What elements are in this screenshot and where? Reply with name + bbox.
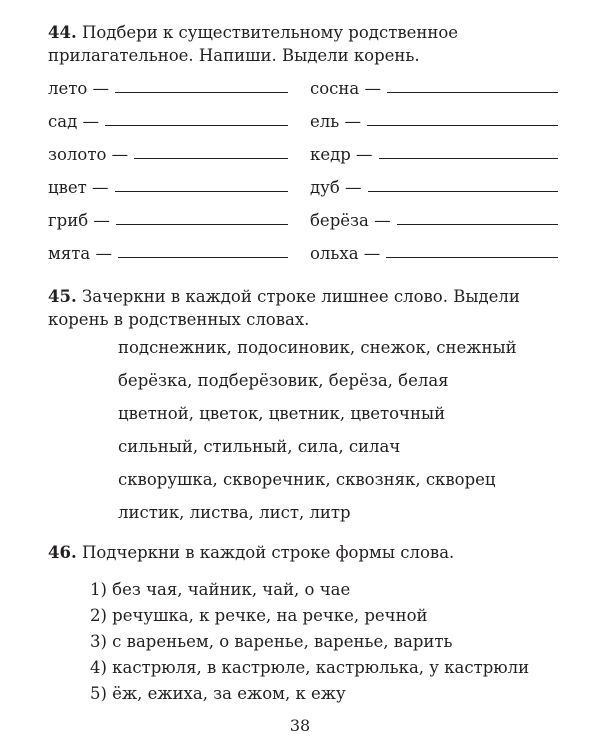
answer-line[interactable] <box>397 224 558 225</box>
task-46-heading <box>48 541 568 564</box>
answer-line[interactable] <box>115 92 288 93</box>
noun-word: кедр — <box>310 145 373 164</box>
answer-line[interactable] <box>387 92 558 93</box>
word-line[interactable]: берёзка, подберёзовик, берёза, белая <box>118 371 449 390</box>
task-44-heading <box>48 21 568 67</box>
noun-word: ель — <box>310 112 361 131</box>
answer-line[interactable] <box>386 257 558 258</box>
task-46-number: 46. <box>48 543 77 562</box>
task-45-number: 45. <box>48 287 77 306</box>
noun-word: золото — <box>48 145 129 164</box>
task-45-text: Зачеркни в каждой строке лишнее слово. Выдели корень в родственных словах. <box>48 287 520 329</box>
word-line[interactable]: цветной, цветок, цветник, цветочный <box>118 404 446 423</box>
task-45-heading <box>48 285 568 331</box>
task-44-text: Подбери к существительному родственное прилагательное. Напиши. Выдели корень. <box>48 23 459 65</box>
noun-word: гриб — <box>48 211 110 230</box>
noun-word: мята — <box>48 244 112 263</box>
noun-word: цвет — <box>48 178 109 197</box>
task-44-number: 44. <box>48 23 77 42</box>
answer-line[interactable] <box>118 257 288 258</box>
word-pair-row <box>48 206 558 230</box>
noun-word: сосна — <box>310 79 381 98</box>
word-line[interactable]: подснежник, подосиновик, снежок, снежный <box>118 338 517 357</box>
word-forms-line[interactable]: 2) речушка, к речке, на речке, речной <box>90 606 428 625</box>
noun-word: берёза — <box>310 211 391 230</box>
page-number: 38 <box>289 716 311 735</box>
word-line[interactable]: сильный, стильный, сила, силач <box>118 437 401 456</box>
word-pair-row <box>48 74 558 98</box>
answer-line[interactable] <box>105 125 288 126</box>
noun-word: дуб — <box>310 178 362 197</box>
word-pair-row <box>48 140 558 164</box>
noun-word: сад — <box>48 112 99 131</box>
answer-line[interactable] <box>116 224 288 225</box>
answer-line[interactable] <box>379 158 558 159</box>
noun-word: лето — <box>48 79 110 98</box>
word-pair-row <box>48 239 558 263</box>
word-pair-row <box>48 107 558 131</box>
word-forms-line[interactable]: 5) ёж, ежиха, за ежом, к ежу <box>90 684 346 703</box>
word-pair-row <box>48 173 558 197</box>
word-line[interactable]: листик, листва, лист, литр <box>118 503 351 522</box>
answer-line[interactable] <box>115 191 288 192</box>
noun-word: ольха — <box>310 244 381 263</box>
word-line[interactable]: скворушка, скворечник, сквозняк, скворец <box>118 470 496 489</box>
word-forms-line[interactable]: 1) без чая, чайник, чай, о чае <box>90 580 351 599</box>
task-46-text: Подчеркни в каждой строке формы слова. <box>81 543 455 562</box>
answer-line[interactable] <box>368 191 558 192</box>
word-forms-line[interactable]: 3) с вареньем, о варенье, варенье, варить <box>90 632 453 651</box>
word-forms-line[interactable]: 4) кастрюля, в кастрюле, кастрюлька, у кастрюли <box>90 658 530 677</box>
answer-line[interactable] <box>134 158 288 159</box>
answer-line[interactable] <box>367 125 558 126</box>
